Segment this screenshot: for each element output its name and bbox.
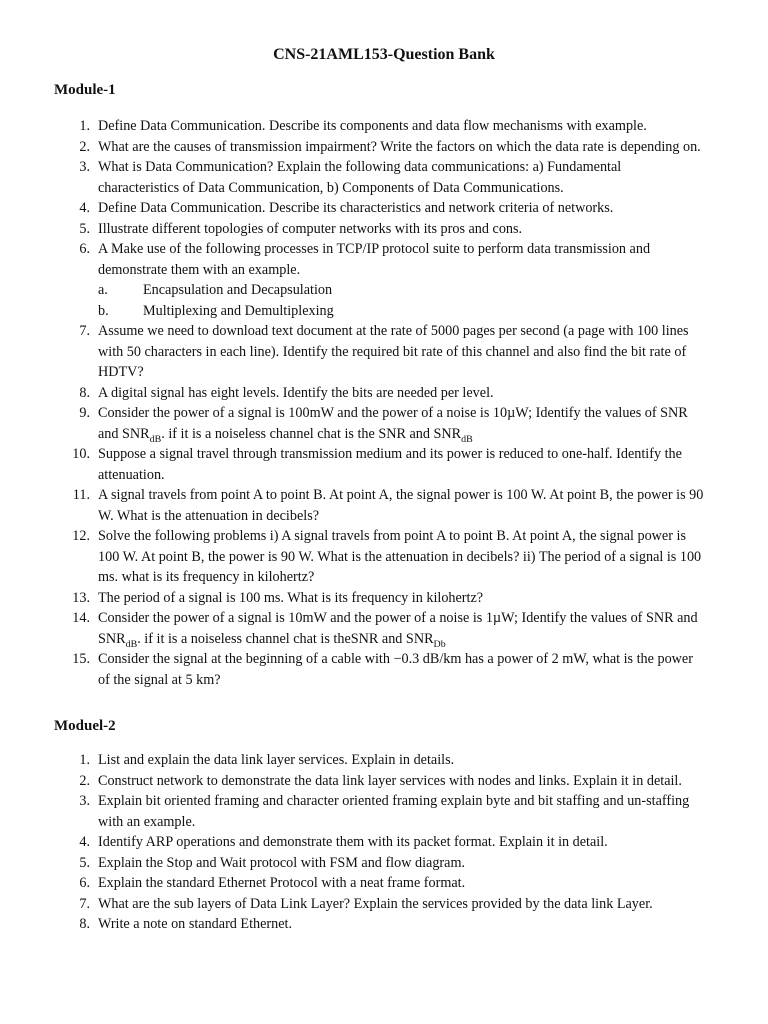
- question-item: [54, 853, 704, 874]
- question-number: 8.: [79, 384, 90, 401]
- question-text: Consider the signal at the beginning of a cable with −0.3 dB/km has a power of 2 mW, what is the power of the signal at 5 km?: [98, 651, 693, 688]
- question-number: 2.: [79, 138, 90, 155]
- sub-item-text: Multiplexing and Demultiplexing: [143, 302, 334, 319]
- question-item: [54, 137, 704, 158]
- question-number: 13.: [72, 589, 90, 606]
- question-text: A signal travels from point A to point B. At point A, the signal power is 100 W. At point B, the power is 90 W. What is the attenuation in decibels?: [98, 487, 704, 524]
- module-1-heading: Module-1: [54, 82, 116, 98]
- question-number: 7.: [79, 895, 90, 912]
- question-number: 7.: [79, 323, 90, 339]
- subscript: dB: [125, 638, 138, 650]
- question-item: [54, 526, 704, 588]
- sub-item-text: Encapsulation and Decapsulation: [143, 282, 333, 298]
- question-number: 4.: [79, 200, 90, 216]
- question-number: 2.: [79, 772, 90, 789]
- question-text: . if it is a noiseless channel chat is the SNR and SNR: [161, 425, 462, 442]
- question-number: 8.: [79, 916, 90, 932]
- sub-item: [98, 280, 704, 301]
- sub-item-letter: b.: [98, 302, 109, 319]
- question-number: 10.: [72, 446, 90, 462]
- question-number: 6.: [79, 875, 90, 891]
- question-item: [54, 116, 704, 137]
- sub-item-letter: a.: [98, 282, 108, 298]
- question-item: [54, 914, 704, 935]
- question-number: 14.: [72, 610, 90, 626]
- question-text: Illustrate different topologies of computer networks with its pros and cons.: [98, 220, 523, 237]
- question-text: Consider the power of a signal is 10mW and the power of a noise is 1µW; Identify the values of SNR and SNR: [98, 610, 698, 647]
- question-text: Solve the following problems i) A signal travels from point A to point B. At point A, the signal power is 100 W. At point B, the power is 90 W. What is the attenuation in decibels? ii) The period of a signal is 100 ms. what is its frequency in kilohertz?: [98, 528, 702, 585]
- question-number: 5.: [79, 220, 90, 237]
- question-item: [54, 403, 704, 444]
- question-text: The period of a signal is 100 ms. What is its frequency in kilohertz?: [98, 589, 484, 606]
- question-text: What are the sub layers of Data Link Layer? Explain the services provided by the data link Layer.: [98, 895, 653, 912]
- question-text: Write a note on standard Ethernet.: [98, 916, 293, 932]
- question-number: 1.: [79, 118, 90, 134]
- question-text: Suppose a signal travel through transmission medium and its power is reduced to one-half. Identify the attenuation.: [98, 446, 682, 483]
- module-1-question-list: [54, 116, 704, 690]
- question-item: [54, 485, 704, 526]
- question-number: 3.: [79, 159, 90, 175]
- question-item: [54, 832, 704, 853]
- question-item: [54, 750, 704, 771]
- subscript: dB: [461, 433, 473, 445]
- question-text: A Make use of the following processes in TCP/IP protocol suite to perform data transmission and demonstrate them with an example.: [98, 241, 651, 278]
- question-number: 3.: [79, 793, 90, 809]
- document-title: CNS-21AML153-Question Bank: [273, 46, 495, 63]
- question-item: [54, 321, 704, 383]
- question-item: [54, 608, 704, 649]
- question-text: What is Data Communication? Explain the following data communications: a) Fundamental characteristics of Data Communication, b) Components of Data Communications.: [98, 159, 622, 196]
- question-item: [54, 791, 704, 832]
- question-text: List and explain the data link layer services. Explain in details.: [98, 752, 455, 768]
- question-text: Explain the Stop and Wait protocol with FSM and flow diagram.: [98, 854, 466, 871]
- question-item: [54, 157, 704, 198]
- subscript: dB: [149, 433, 162, 445]
- question-text: Construct network to demonstrate the data link layer services with nodes and links. Explain it in detail.: [98, 772, 682, 789]
- module-2-question-list: [54, 750, 704, 935]
- question-item: [54, 649, 704, 690]
- question-item: [54, 873, 704, 894]
- subscript: Db: [433, 638, 446, 650]
- question-item: [54, 444, 704, 485]
- question-number: 1.: [79, 752, 90, 768]
- question-item: [54, 219, 704, 240]
- question-number: 4.: [79, 834, 90, 850]
- question-text: Identify ARP operations and demonstrate them with its packet format. Explain it in detail.: [98, 834, 608, 850]
- module-2-heading: Moduel-2: [54, 718, 116, 734]
- question-item: [54, 383, 704, 404]
- question-item: [54, 198, 704, 219]
- question-text: What are the causes of transmission impairment? Write the factors on which the data rate is depending on.: [98, 138, 701, 155]
- question-number: 5.: [79, 854, 90, 871]
- question-text: Assume we need to download text document at the rate of 5000 pages per second (a page with 100 lines with 50 characters in each line). Identify the required bit rate of this channel and also find the bit rate of HDTV?: [98, 323, 689, 380]
- question-item: [54, 771, 704, 792]
- question-text: Consider the power of a signal is 100mW and the power of a noise is 10µW; Identify the values of SNR and SNR: [98, 405, 688, 442]
- question-item: [54, 588, 704, 609]
- question-number: 6.: [79, 241, 90, 257]
- question-text: Define Data Communication. Describe its components and data flow mechanisms with example.: [98, 118, 647, 134]
- question-number: 12.: [72, 528, 90, 544]
- question-text: . if it is a noiseless channel chat is theSNR and SNR: [137, 630, 434, 647]
- question-text: A digital signal has eight levels. Identify the bits are needed per level.: [98, 384, 494, 401]
- question-text: Explain the standard Ethernet Protocol with a neat frame format.: [98, 875, 466, 891]
- question-item: [54, 894, 704, 915]
- question-number: 11.: [72, 487, 90, 503]
- question-number: 15.: [72, 651, 90, 667]
- sub-item: [98, 301, 704, 322]
- question-text: Explain bit oriented framing and character oriented framing explain byte and bit staffing and un-staffing with an example.: [98, 793, 690, 830]
- question-number: 9.: [79, 405, 90, 421]
- question-item: [54, 239, 704, 321]
- question-text: Define Data Communication. Describe its characteristics and network criteria of networks.: [98, 200, 614, 216]
